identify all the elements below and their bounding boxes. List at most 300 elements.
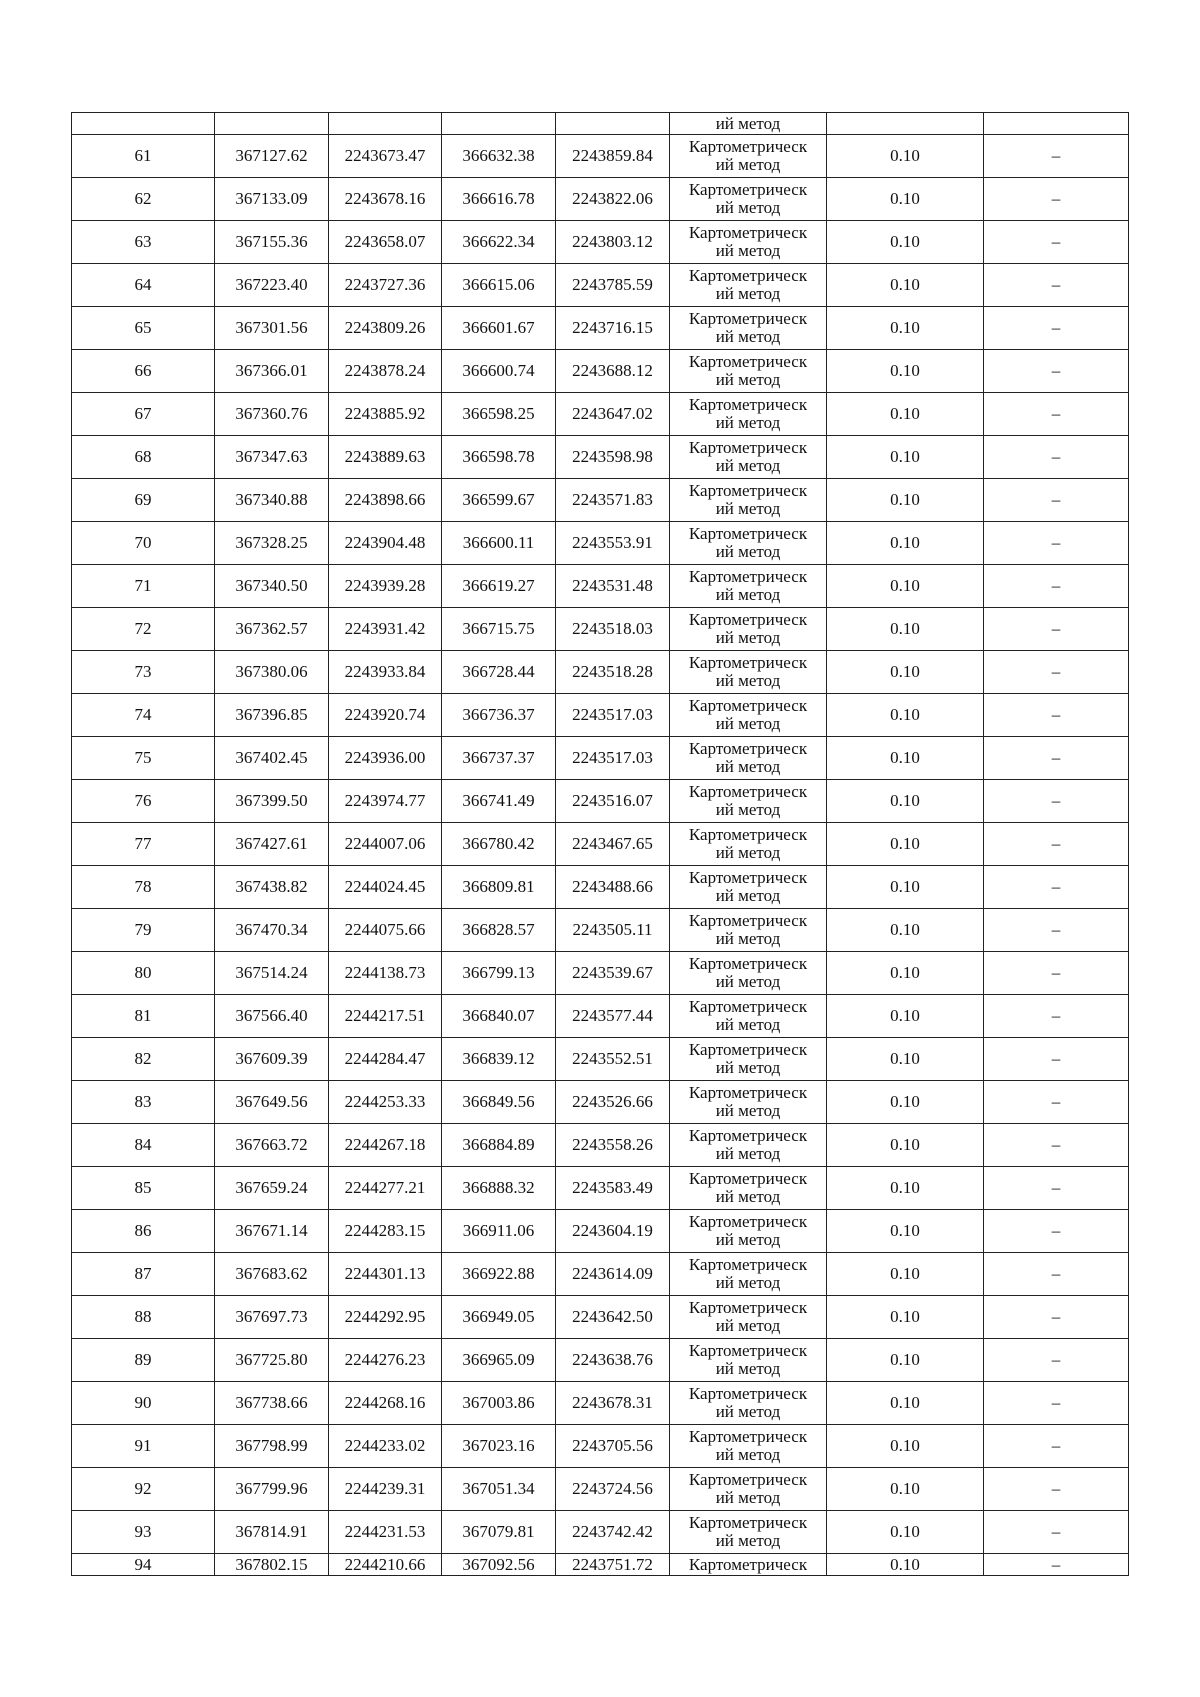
cell-y1: 2243885.92 — [329, 393, 442, 436]
cell-x1: 367609.39 — [215, 1038, 329, 1081]
cell-note: – — [984, 608, 1129, 651]
cell-number: 86 — [72, 1210, 215, 1253]
cell-accuracy: 0.10 — [827, 995, 984, 1038]
cell-accuracy: 0.10 — [827, 565, 984, 608]
cell-note: – — [984, 1468, 1129, 1511]
cell-note: – — [984, 1210, 1129, 1253]
cell-y1: 2244268.16 — [329, 1382, 442, 1425]
cell-note: – — [984, 1124, 1129, 1167]
cell-x1: 367360.76 — [215, 393, 329, 436]
method-line-2: ий метод — [715, 284, 781, 303]
cell-method — [670, 565, 827, 608]
method-line-1: Картометрическ — [688, 1298, 808, 1317]
cell-number: 81 — [72, 995, 215, 1038]
cell-note: – — [984, 909, 1129, 952]
cell-number: 82 — [72, 1038, 215, 1081]
table-row — [72, 178, 1129, 221]
cell-accuracy: 0.10 — [827, 1124, 984, 1167]
cell-note: – — [984, 866, 1129, 909]
cell-accuracy: 0.10 — [827, 1468, 984, 1511]
cell-method — [670, 522, 827, 565]
method-line-2: ий метод — [715, 757, 781, 776]
cell-number: 73 — [72, 651, 215, 694]
method-line-2: ий метод — [715, 1402, 781, 1421]
table-row — [72, 651, 1129, 694]
cell-accuracy: 0.10 — [827, 264, 984, 307]
cell-note: – — [984, 1554, 1129, 1576]
cell-y2: 2243647.02 — [556, 393, 670, 436]
cell-y2: 2243822.06 — [556, 178, 670, 221]
cell-note: – — [984, 694, 1129, 737]
cell-note: – — [984, 135, 1129, 178]
cell-accuracy: 0.10 — [827, 436, 984, 479]
cell-method — [670, 307, 827, 350]
table-row — [72, 866, 1129, 909]
cell-y2: 2243558.26 — [556, 1124, 670, 1167]
table-row — [72, 307, 1129, 350]
cell-x1: 367223.40 — [215, 264, 329, 307]
method-line-2: ий метод — [715, 1187, 781, 1206]
cell-number: 84 — [72, 1124, 215, 1167]
cell-y2: 2243803.12 — [556, 221, 670, 264]
table-row — [72, 1038, 1129, 1081]
cell-x1: 367340.50 — [215, 565, 329, 608]
table-row — [72, 780, 1129, 823]
cell-accuracy: 0.10 — [827, 1210, 984, 1253]
cell-accuracy: 0.10 — [827, 522, 984, 565]
cell-number: 90 — [72, 1382, 215, 1425]
cell-x2: 366619.27 — [442, 565, 556, 608]
method-line-1: Картометрическ — [688, 481, 808, 500]
table-row — [72, 1210, 1129, 1253]
method-line-2: ий метод — [715, 327, 781, 346]
cell-x1: 367347.63 — [215, 436, 329, 479]
method-line-1: Картометрическ — [688, 868, 808, 887]
cell-y1: 2244075.66 — [329, 909, 442, 952]
cell-accuracy: 0.10 — [827, 221, 984, 264]
cell-y2: 2243859.84 — [556, 135, 670, 178]
table-row — [72, 350, 1129, 393]
method-line-2: ий метод — [715, 1058, 781, 1077]
cell-y1: 2244138.73 — [329, 952, 442, 995]
method-line-1: Картометрическ — [688, 1384, 808, 1403]
cell-accuracy: 0.10 — [827, 1167, 984, 1210]
cell-method — [670, 1210, 827, 1253]
cell-accuracy: 0.10 — [827, 1081, 984, 1124]
cell-accuracy: 0.10 — [827, 393, 984, 436]
cell-x2: 366741.49 — [442, 780, 556, 823]
cell-x1: 367514.24 — [215, 952, 329, 995]
cell-y2: 2243638.76 — [556, 1339, 670, 1382]
method-line-2: ий метод — [715, 843, 781, 862]
method-line-1: Картометрическ — [688, 1126, 808, 1145]
cell-x2: 366598.25 — [442, 393, 556, 436]
cell-number: 85 — [72, 1167, 215, 1210]
method-line-1: Картометрическ — [688, 1040, 808, 1059]
method-line-1: Картометрическ — [688, 180, 808, 199]
cell-x2: 366949.05 — [442, 1296, 556, 1339]
cell-number: 77 — [72, 823, 215, 866]
method-line-1: Картометрическ — [688, 1470, 808, 1489]
cell-y2: 2243742.42 — [556, 1511, 670, 1554]
cell-y2: 2243518.28 — [556, 651, 670, 694]
cell-y2: 2243751.72 — [556, 1554, 670, 1576]
method-line-2: ий метод — [715, 929, 781, 948]
cell-y1: 2244283.15 — [329, 1210, 442, 1253]
cell-x1: 367649.56 — [215, 1081, 329, 1124]
cell-y2: 2243678.31 — [556, 1382, 670, 1425]
table-row — [72, 909, 1129, 952]
cell-x1: 367697.73 — [215, 1296, 329, 1339]
cell-note: – — [984, 1081, 1129, 1124]
cell-accuracy: 0.10 — [827, 1511, 984, 1554]
cell-accuracy: 0.10 — [827, 823, 984, 866]
cell-number: 80 — [72, 952, 215, 995]
cell-number: 71 — [72, 565, 215, 608]
method-line-2: ий метод — [715, 1144, 781, 1163]
cell-y2: 2243553.91 — [556, 522, 670, 565]
cell-method — [670, 1425, 827, 1468]
cell-accuracy: 0.10 — [827, 651, 984, 694]
cell-y2: 2243539.67 — [556, 952, 670, 995]
cell-x2: 366600.74 — [442, 350, 556, 393]
cell-note: – — [984, 178, 1129, 221]
cell-y2: 2243516.07 — [556, 780, 670, 823]
cell-y1: 2243678.16 — [329, 178, 442, 221]
table-row — [72, 694, 1129, 737]
cell-y1: 2243936.00 — [329, 737, 442, 780]
cell-method — [670, 350, 827, 393]
method-line-1: Картометрическ — [688, 954, 808, 973]
method-line-1: Картометрическ — [688, 997, 808, 1016]
cell-y1: 2244276.23 — [329, 1339, 442, 1382]
cell-x2: 366599.67 — [442, 479, 556, 522]
cell-number: 69 — [72, 479, 215, 522]
cell-x2: 366922.88 — [442, 1253, 556, 1296]
cell-y1: 2243933.84 — [329, 651, 442, 694]
cell-method — [670, 608, 827, 651]
cell-method — [670, 1511, 827, 1554]
cell-x1: 367366.01 — [215, 350, 329, 393]
table-row — [72, 135, 1129, 178]
cell-y1: 2244210.66 — [329, 1554, 442, 1576]
cell-y1: 2243974.77 — [329, 780, 442, 823]
cell-x1: 367738.66 — [215, 1382, 329, 1425]
cell-y2: 2243642.50 — [556, 1296, 670, 1339]
method-line-2: ий метод — [715, 1488, 781, 1507]
table-row — [72, 995, 1129, 1038]
cell-note: – — [984, 221, 1129, 264]
cell-x2: 366736.37 — [442, 694, 556, 737]
cell-y2: 2243552.51 — [556, 1038, 670, 1081]
method-line-1: Картометрическ — [688, 610, 808, 629]
cell-y2: 2243688.12 — [556, 350, 670, 393]
cell-x1: 367470.34 — [215, 909, 329, 952]
method-line-2: ий метод — [715, 499, 781, 518]
cell-y2: 2243571.83 — [556, 479, 670, 522]
method-line-1: Картометрическ — [688, 696, 808, 715]
cell-number: 93 — [72, 1511, 215, 1554]
cell-x2: 366840.07 — [442, 995, 556, 1038]
cell-x2: 366839.12 — [442, 1038, 556, 1081]
cell-y1: 2244267.18 — [329, 1124, 442, 1167]
table-row — [72, 436, 1129, 479]
cell-note: – — [984, 823, 1129, 866]
method-line-1: Картометрическ — [688, 567, 808, 586]
cell-number: 72 — [72, 608, 215, 651]
table-row — [72, 1425, 1129, 1468]
cell-accuracy: 0.10 — [827, 909, 984, 952]
table-body — [72, 113, 1129, 1576]
method-line-1: Картометрическ — [688, 1212, 808, 1231]
method-line-1: Картометрическ — [688, 223, 808, 242]
cell-note: – — [984, 1296, 1129, 1339]
cell-x1: 367155.36 — [215, 221, 329, 264]
table-row — [72, 565, 1129, 608]
cell-y2: 2243604.19 — [556, 1210, 670, 1253]
cell-note: – — [984, 522, 1129, 565]
cell-y1: 2244277.21 — [329, 1167, 442, 1210]
cell-x2: 367003.86 — [442, 1382, 556, 1425]
method-line-1: Картометрическ — [688, 782, 808, 801]
cell-y1: 2243889.63 — [329, 436, 442, 479]
table-row — [72, 823, 1129, 866]
method-line-2: ий метод — [715, 972, 781, 991]
cell-x1: 367399.50 — [215, 780, 329, 823]
method-line-2: ий метод — [715, 886, 781, 905]
cell-number: 65 — [72, 307, 215, 350]
cell-note: – — [984, 307, 1129, 350]
cell-y1: 2244284.47 — [329, 1038, 442, 1081]
cell-x1: 367328.25 — [215, 522, 329, 565]
cell-y2: 2243467.65 — [556, 823, 670, 866]
cell-y1: 2244253.33 — [329, 1081, 442, 1124]
cell-y1: 2243939.28 — [329, 565, 442, 608]
cell-x1: 367683.62 — [215, 1253, 329, 1296]
cell-x1: 367127.62 — [215, 135, 329, 178]
cell-number: 91 — [72, 1425, 215, 1468]
method-line-1: Картометрическ — [688, 1255, 808, 1274]
method-line-2: ий метод — [715, 800, 781, 819]
cell-method — [670, 135, 827, 178]
cell-number: 79 — [72, 909, 215, 952]
cell-accuracy: 0.10 — [827, 307, 984, 350]
method-line-1: Картометрическ — [688, 1341, 808, 1360]
table-row-partial — [72, 1554, 1129, 1576]
cell-accuracy: 0.10 — [827, 135, 984, 178]
cell-note: – — [984, 479, 1129, 522]
cell-y1: 2244024.45 — [329, 866, 442, 909]
cell-method — [670, 694, 827, 737]
cell-method — [670, 952, 827, 995]
cell-x2: 366728.44 — [442, 651, 556, 694]
cell-number: 87 — [72, 1253, 215, 1296]
cell-note: – — [984, 737, 1129, 780]
method-line-2: ий метод — [715, 1015, 781, 1034]
cell-note: – — [984, 952, 1129, 995]
cell-method — [670, 221, 827, 264]
cell-note: – — [984, 1038, 1129, 1081]
table-row — [72, 1382, 1129, 1425]
cell-x1: 367725.80 — [215, 1339, 329, 1382]
cell-note: – — [984, 350, 1129, 393]
cell-method — [670, 264, 827, 307]
cell-y2: 2243577.44 — [556, 995, 670, 1038]
cell-number: 94 — [72, 1554, 215, 1576]
cell-x1: 367396.85 — [215, 694, 329, 737]
table-row — [72, 608, 1129, 651]
cell-y1: 2243931.42 — [329, 608, 442, 651]
method-line-1: Картометрическ — [688, 266, 808, 285]
cell-x2: 366598.78 — [442, 436, 556, 479]
cell-method — [670, 1382, 827, 1425]
method-line-1: Картометрическ — [688, 524, 808, 543]
cell-x2 — [442, 113, 556, 135]
method-line-2: ий метод — [715, 585, 781, 604]
cell-note: – — [984, 1339, 1129, 1382]
cell-x2: 366828.57 — [442, 909, 556, 952]
cell-accuracy: 0.10 — [827, 1382, 984, 1425]
method-line-1: Картометрическ — [688, 739, 808, 758]
cell-x2: 366888.32 — [442, 1167, 556, 1210]
table-row — [72, 1296, 1129, 1339]
method-line-2: ий метод — [715, 1316, 781, 1335]
cell-accuracy: 0.10 — [827, 178, 984, 221]
method-line-2: ий метод — [715, 1359, 781, 1378]
cell-y2: 2243614.09 — [556, 1253, 670, 1296]
cell-accuracy: 0.10 — [827, 952, 984, 995]
method-line-2: ий метод — [715, 1445, 781, 1464]
method-line-1: Картометрическ — [688, 1427, 808, 1446]
cell-x1: 367402.45 — [215, 737, 329, 780]
cell-x1: 367671.14 — [215, 1210, 329, 1253]
cell-x1: 367133.09 — [215, 178, 329, 221]
cell-accuracy — [827, 113, 984, 135]
cell-method — [670, 1253, 827, 1296]
cell-x2: 366601.67 — [442, 307, 556, 350]
cell-y1: 2243898.66 — [329, 479, 442, 522]
cell-method — [670, 1038, 827, 1081]
method-line-2: ий метод — [715, 456, 781, 475]
cell-x2: 367092.56 — [442, 1554, 556, 1576]
cell-x1: 367663.72 — [215, 1124, 329, 1167]
cell-x1: 367659.24 — [215, 1167, 329, 1210]
cell-number: 76 — [72, 780, 215, 823]
table-row — [72, 1124, 1129, 1167]
cell-method — [670, 479, 827, 522]
cell-x1: 367802.15 — [215, 1554, 329, 1576]
cell-x2: 366911.06 — [442, 1210, 556, 1253]
cell-y2: 2243531.48 — [556, 565, 670, 608]
table-row — [72, 393, 1129, 436]
cell-y2: 2243526.66 — [556, 1081, 670, 1124]
method-line-2: ий метод — [715, 542, 781, 561]
cell-y2: 2243724.56 — [556, 1468, 670, 1511]
cell-note: – — [984, 1167, 1129, 1210]
method-line-2: ий метод — [715, 714, 781, 733]
cell-accuracy: 0.10 — [827, 1425, 984, 1468]
coordinates-table — [71, 112, 1129, 1576]
method-line-2: ий метод — [715, 1101, 781, 1120]
cell-x1: 367799.96 — [215, 1468, 329, 1511]
table-row — [72, 1167, 1129, 1210]
cell-number: 61 — [72, 135, 215, 178]
cell-y2: 2243583.49 — [556, 1167, 670, 1210]
method-line-2: ий метод — [715, 628, 781, 647]
cell-y2: 2243598.98 — [556, 436, 670, 479]
cell-x2: 367023.16 — [442, 1425, 556, 1468]
cell-y2: 2243716.15 — [556, 307, 670, 350]
cell-method — [670, 1339, 827, 1382]
table-row — [72, 522, 1129, 565]
table-row — [72, 1339, 1129, 1382]
cell-accuracy: 0.10 — [827, 1253, 984, 1296]
cell-method: ий метод — [670, 113, 827, 135]
cell-y2: 2243518.03 — [556, 608, 670, 651]
cell-y2: 2243517.03 — [556, 737, 670, 780]
method-line-2: ий метод — [715, 155, 781, 174]
cell-x2: 367051.34 — [442, 1468, 556, 1511]
cell-method — [670, 1081, 827, 1124]
cell-note: – — [984, 1425, 1129, 1468]
cell-note: – — [984, 436, 1129, 479]
method-line-1: Картометрическ — [688, 137, 808, 156]
cell-x2: 366632.38 — [442, 135, 556, 178]
cell-number: 74 — [72, 694, 215, 737]
cell-x1: 367798.99 — [215, 1425, 329, 1468]
table-row — [72, 737, 1129, 780]
method-line-1: Картометрическ — [688, 825, 808, 844]
cell-y2: 2243488.66 — [556, 866, 670, 909]
cell-method — [670, 178, 827, 221]
cell-y1: 2243673.47 — [329, 135, 442, 178]
cell-number: 75 — [72, 737, 215, 780]
cell-x2: 366884.89 — [442, 1124, 556, 1167]
cell-y1: 2244231.53 — [329, 1511, 442, 1554]
table-row — [72, 1081, 1129, 1124]
cell-x2: 367079.81 — [442, 1511, 556, 1554]
method-line-1: Картометрическ — [688, 395, 808, 414]
cell-note: – — [984, 565, 1129, 608]
cell-method — [670, 651, 827, 694]
cell-x1: 367380.06 — [215, 651, 329, 694]
cell-x1: 367566.40 — [215, 995, 329, 1038]
cell-y1: 2243658.07 — [329, 221, 442, 264]
cell-method — [670, 1296, 827, 1339]
cell-x2: 366780.42 — [442, 823, 556, 866]
cell-x1 — [215, 113, 329, 135]
cell-y1: 2244239.31 — [329, 1468, 442, 1511]
method-line-1: Картометрическ — [688, 352, 808, 371]
cell-y1: 2243920.74 — [329, 694, 442, 737]
cell-number: 89 — [72, 1339, 215, 1382]
method-line-1: Картометрическ — [688, 1169, 808, 1188]
method-line-1: Картометрическ — [688, 309, 808, 328]
cell-number: 66 — [72, 350, 215, 393]
cell-x1: 367814.91 — [215, 1511, 329, 1554]
table-row — [72, 264, 1129, 307]
method-line-2: ий метод — [715, 413, 781, 432]
cell-x1: 367362.57 — [215, 608, 329, 651]
cell-y1: 2244217.51 — [329, 995, 442, 1038]
cell-accuracy: 0.10 — [827, 350, 984, 393]
cell-accuracy: 0.10 — [827, 866, 984, 909]
table-row — [72, 952, 1129, 995]
cell-method — [670, 909, 827, 952]
cell-number: 88 — [72, 1296, 215, 1339]
cell-number — [72, 113, 215, 135]
cell-number: 70 — [72, 522, 215, 565]
